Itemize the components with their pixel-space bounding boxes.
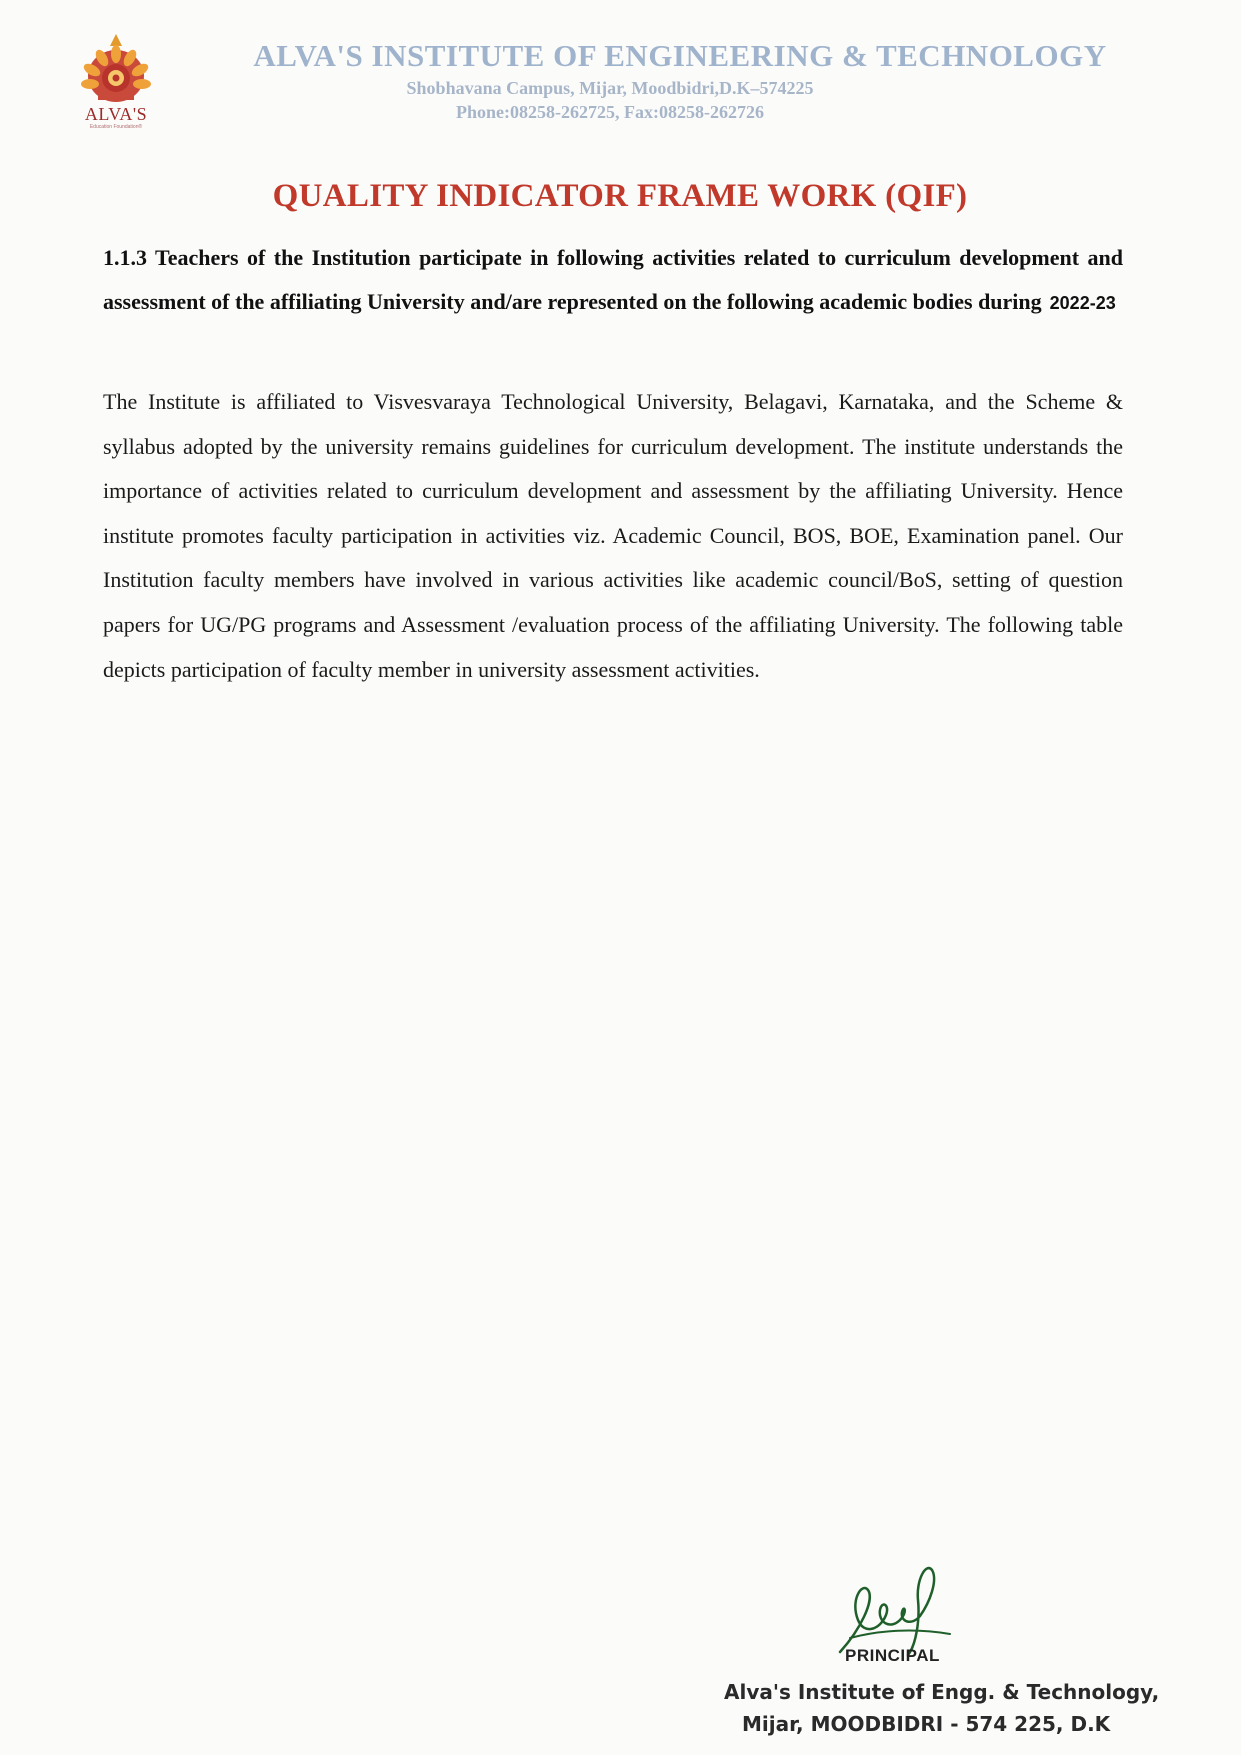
academic-year: 2022-23 [1049,293,1116,313]
body-paragraph: The Institute is affiliated to Visvesvaraya Technological University, Belagavi, Karnataka, and the Scheme & syllabus adopted by the university remains guidelines for curriculum development. The institute understands the importance of activities related to curriculum development and assessment by the affiliating University. Hence institute promotes faculty participation in activities viz. Academic Council, BOS, BOE, Examination panel. Our Institution faculty members have involved in various activities like academic council/BoS, setting of question papers for UG/PG programs and Assessment /evaluation process of the affiliating University. The following table depicts participation of faculty member in university assessment activities. [103,389,1123,682]
criterion-text: 1.1.3 Teachers of the Institution participate in following activities related to curriculum development and assessment of the affiliating University and/are represented on the following academic bodies during [103,245,1123,314]
institute-name: ALVA'S INSTITUTE OF ENGINEERING & TECHNOLOGY [253,38,1107,73]
logo-caption: ALVA'S [84,104,148,124]
stamp-address-line: Mijar, MOODBIDRI - 574 225, D.K [742,1712,1111,1736]
document-title: QUALITY INDICATOR FRAME WORK (QIF) [272,178,968,214]
stamp-institute-line: Alva's Institute of Engg. & Technology, [724,1680,1160,1704]
logo-tagline: Education Foundation® [89,124,143,130]
institute-address: Shobhavana Campus, Mijar, Moodbidri,D.K–574225 [406,78,814,98]
institute-phone: Phone:08258-262725, Fax:08258-262726 [456,102,764,122]
criterion-heading [103,236,1123,325]
principal-label: PRINCIPAL [845,1646,940,1665]
